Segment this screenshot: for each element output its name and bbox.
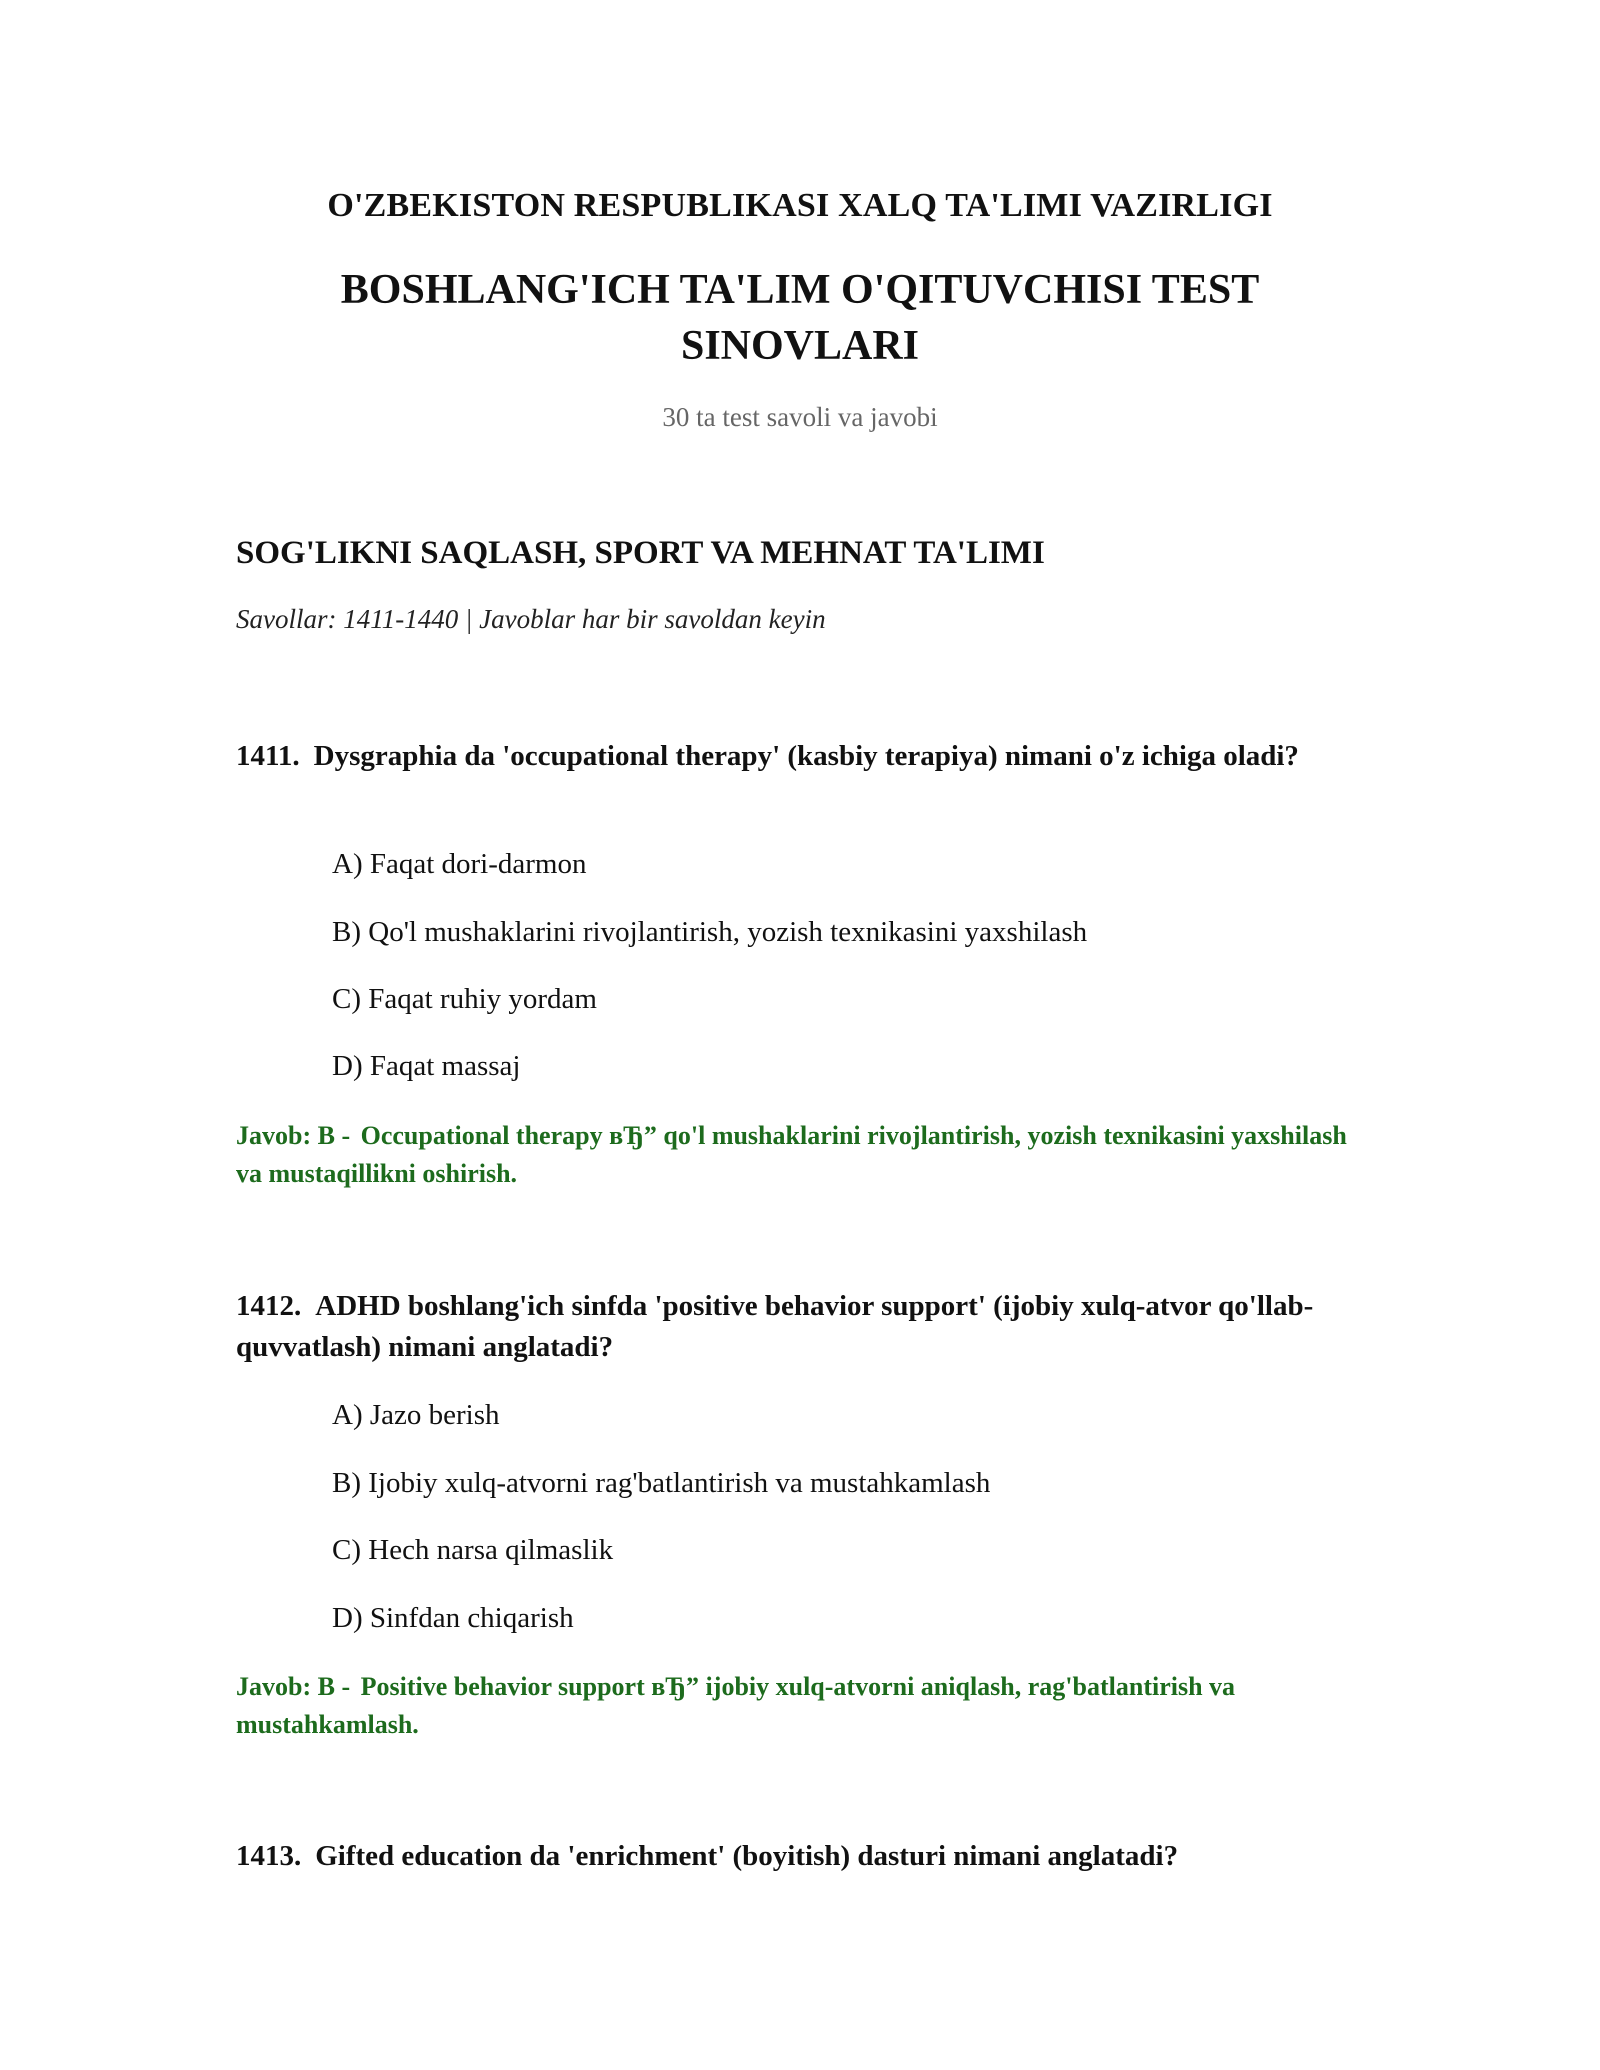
- answer-prefix: Javob: B -: [236, 1121, 351, 1150]
- question-text: Gifted education da 'enrichment' (boyitish) dasturi nimani anglatadi?: [315, 1840, 1179, 1872]
- question-text: Dysgraphia da 'occupational therapy' (kasbiy terapiya) nimani o'z ichiga oladi?: [313, 740, 1299, 772]
- document-subtitle: 30 ta test savoli va javobi: [662, 402, 938, 432]
- option-c: C) Faqat ruhiy yordam: [332, 983, 597, 1015]
- question-1413: [236, 1836, 1366, 1877]
- option-a: A) Faqat dori-darmon: [332, 848, 587, 880]
- option-a: A) Jazo berish: [332, 1399, 500, 1431]
- answer-prefix: Javob: B -: [236, 1672, 351, 1701]
- question-1411: [236, 736, 1366, 777]
- answer-text: Occupational therapy вЂ” qo'l mushaklarini rivojlantirish, yozish texnikasini yaxshilash va mustaqillikni oshirish.: [236, 1121, 1347, 1188]
- option-d: D) Sinfdan chiqarish: [332, 1602, 574, 1634]
- answer-1412: [236, 1668, 1366, 1744]
- question-1412: [236, 1286, 1366, 1368]
- section-title: SOG'LIKNI SAQLASH, SPORT VA MEHNAT TA'LIMI: [236, 535, 1045, 571]
- option-b: B) Ijobiy xulq-atvorni rag'batlantirish va mustahkamlash: [332, 1467, 991, 1499]
- question-number: 1413.: [236, 1840, 302, 1872]
- option-d: D) Faqat massaj: [332, 1050, 521, 1082]
- option-b: B) Qo'l mushaklarini rivojlantirish, yozish texnikasini yaxshilash: [332, 916, 1088, 948]
- document-title: BOSHLANG'ICH TA'LIM O'QITUVCHISI TEST SINOVLARI: [340, 267, 1260, 369]
- option-c: C) Hech narsa qilmaslik: [332, 1534, 614, 1566]
- answer-text: Positive behavior support вЂ” ijobiy xulq-atvorni aniqlash, rag'batlantirish va mustahkamlash.: [236, 1672, 1236, 1739]
- question-number: 1411.: [236, 740, 300, 772]
- ministry-heading: O'ZBEKISTON RESPUBLIKASI XALQ TA'LIMI VAZIRLIGI: [327, 187, 1273, 224]
- section-note: Savollar: 1411-1440 | Javoblar har bir savoldan keyin: [236, 604, 826, 634]
- question-text: ADHD boshlang'ich sinfda 'positive behavior support' (ijobiy xulq-atvor qo'llab-quvvatlash) nimani anglatadi?: [236, 1290, 1314, 1363]
- question-number: 1412.: [236, 1290, 302, 1322]
- answer-1411: [236, 1117, 1366, 1193]
